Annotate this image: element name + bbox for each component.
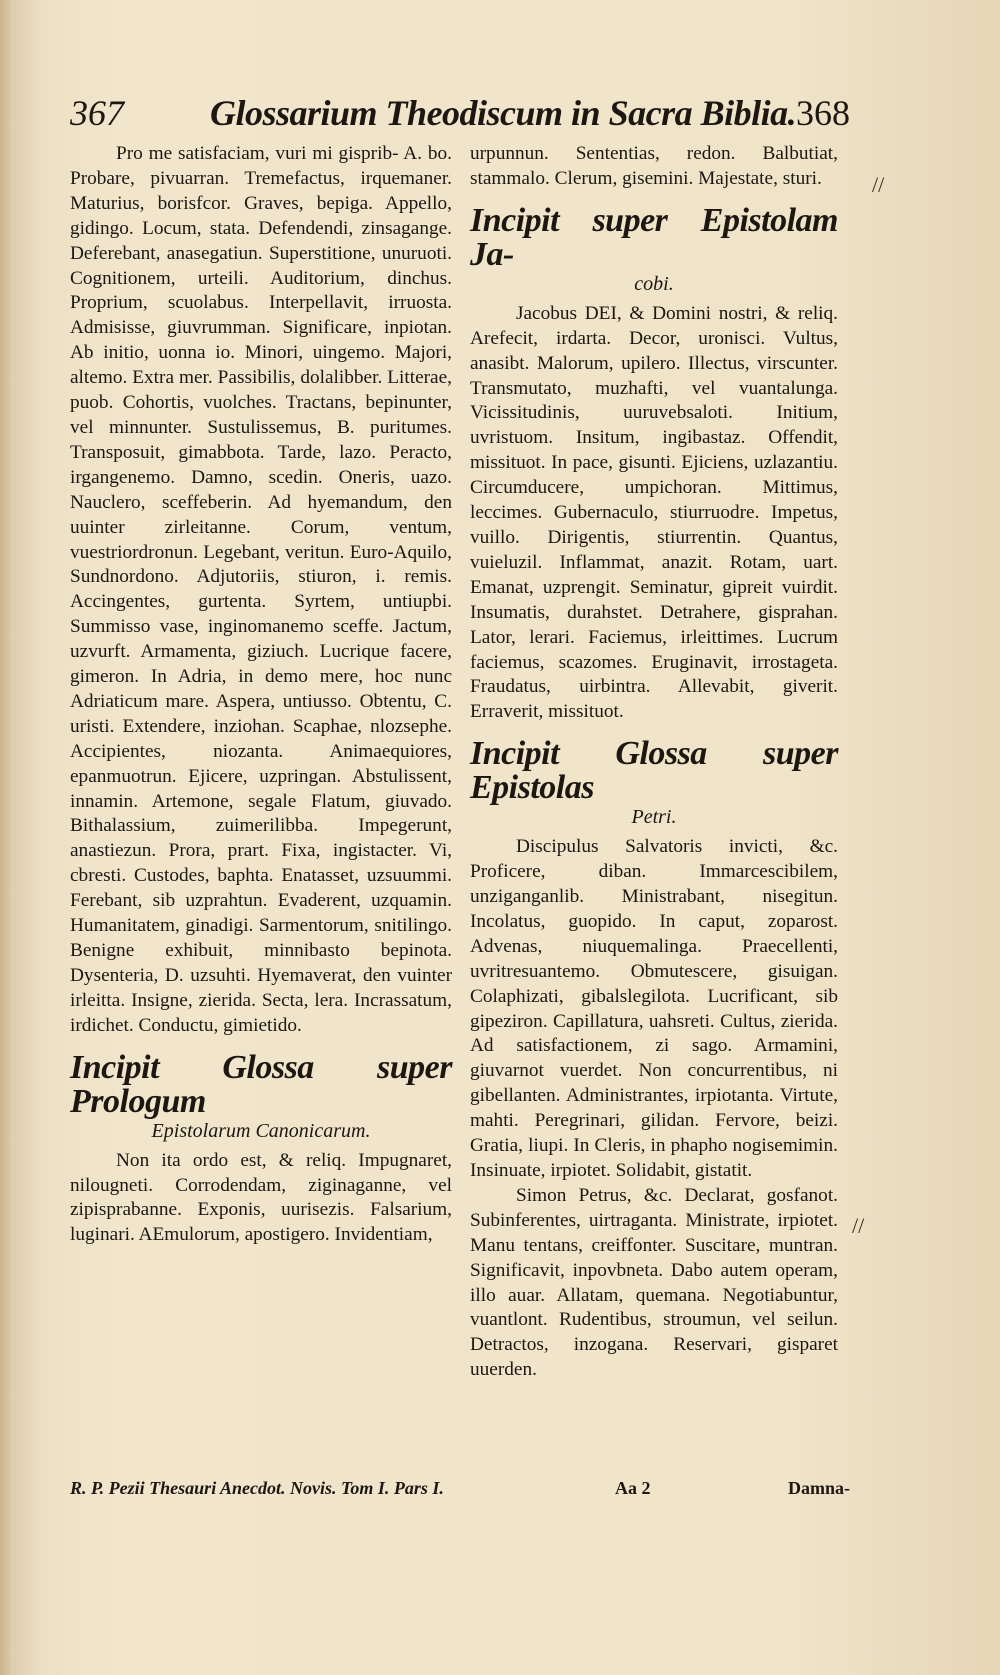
signature-mark: Aa 2 bbox=[615, 1478, 651, 1498]
running-title: Glossarium Theodiscum in Sacra Biblia. bbox=[210, 93, 797, 133]
section-heading-petri: Incipit Glossa super Epistolas bbox=[470, 735, 838, 807]
left-column bbox=[70, 142, 452, 1248]
margin-mark-top: // bbox=[872, 172, 885, 197]
page-footer bbox=[70, 1478, 850, 1508]
right-column bbox=[470, 142, 838, 1383]
page-number-left: 367 bbox=[70, 93, 124, 133]
section-subheading-jacobi: cobi. bbox=[634, 272, 674, 295]
catchword: Damna- bbox=[788, 1478, 850, 1498]
section-heading-jacobi: Incipit super Epistolam Ja- bbox=[470, 201, 838, 273]
right-column-continuation-text: urpunnun. Sententias, redon. Balbutiat, stammalo. Clerum, gisemini. Majestate, sturi. bbox=[470, 143, 838, 189]
section-subheading-petri: Petri. bbox=[631, 806, 677, 829]
section-subheading-canonicarum: Epistolarum Canonicarum. bbox=[151, 1119, 371, 1142]
right-column-petri-text: Discipulus Salvatoris invicti, &c. Proficere, diban. Immarcescibilem, unziganganlib. Ministrabant, nisegitun. Incolatus, guopido. In caput, zoparost. Advenas, niuquemalinga. Praecellenti, uvritresuantemo. Obmutescere, gisuigan. Colaphizati, gibalslegilota. Lucrificant, sib gipeziron. Capillatura, uahsreti. Cultus, zierida. Ad satisfactionem, zi sago. Armamini, giuvarnot vuerdet. Non concurrentibus, ni gibellanten. Administrantes, irpiotanta. Virtute, mahti. Peregrinari, gilidan. Fervore, beizi. Gratia, liupi. In Cleris, in phapho nogisemimin. Insinuate, irpiotet. Solidabit, gistatit. bbox=[470, 836, 838, 1181]
footer-imprint: R. P. Pezii Thesauri Anecdot. Novis. Tom I. Pars I. bbox=[70, 1478, 444, 1498]
section-heading-prologum: Incipit Glossa super Prologum bbox=[70, 1048, 452, 1120]
right-column-jacobi-text: Jacobus DEI, & Domini nostri, & reliq. Arefecit, irdarta. Decor, uronisci. Vultus, anasibt. Malorum, upilero. Illectus, virscunter. Transmutato, muzhafti, vel vuantalunga. Vicissitudinis, uuruvebsaloti. Initium, uvristuom. Insitum, ingibastaz. Offendit, missituot. In pace, gisunti. Ejiciens, uzlazantiu. Circumducere, umpichoran. Mittimus, leccimes. Gubernaculo, stiurruodre. Impetus, vuillo. Dirigentis, stiurrentin. Quantus, vuieluzil. Inflammat, anazit. Rotam, uart. Emanat, uzprengit. Seminatur, gipreit vuirdit. Insumatis, durahstet. Detrahere, gisprahan. Lator, lerari. Faciemus, irleittimes. Lucrum faciemus, scazomes. Eruginavit, irrostageta. Fraudatus, uirbintra. Allevabit, giverit. Erraverit, missituot. bbox=[470, 302, 838, 723]
page-gutter-shadow bbox=[0, 0, 14, 1675]
margin-mark-bottom: // bbox=[852, 1213, 865, 1238]
running-header bbox=[70, 92, 850, 142]
page-number-right: 368 bbox=[796, 93, 850, 133]
left-column-glossary-text: Pro me satisfaciam, vuri mi gisprib- A. bo. Probare, pivuarran. Tremefactus, irquemaner. Maturius, borisfcor. Graves, bepiga. Appello, gidingo. Locum, stata. Defendendi, zinsagange. Deferebant, anasegatiun. Superstitione, unuruoti. Cognitionem, urteili. Auditorium, dinchus. Proprium, scuolabus. Interpellavit, irruosta. Admisisse, giuvrumman. Significare, inpiotan. Ab initio, uonna io. Minori, uingemo. Majori, altemo. Extra mer. Passibilis, dolalibber. Litterae, puob. Cohortis, vuolches. Tractans, bepinunter, vel minnunter. Sustulissemus, B. puritumes. Transposuit, gimabbota. Tarde, lazo. Peracto, irgangenemo. Damno, scedin. Oneris, uazo. Nauclero, sceffeberin. Ad hyemandum, den uuinter zirleitanne. Corum, ventum, vuestriordronun. Legebant, veritun. Euro-Aquilo, Sundnordono. Adjutoriis, stiuron, i. remis. Accingentes, gurtenta. Syrtem, untiupbi. Summisso vase, inginomanemo sceffe. Jactum, uzvurft. Armamenta, giziuch. Lucrique facere, gimeron. In Adria, in demo mere, hoc nunc Adriaticum mare. Aspera, untiusso. Obtentu, C. uristi. Extendere, inziohan. Scaphae, nlozsephe. Accipientes, niozanta. Animaequiores, epanmuotrun. Ejicere, uzpringan. Abstulissent, innamin. Artemone, segale Flatum, giuvado. Bithalassium, zuimerilibba. Impegerunt, anastiezun. Prora, prart. Fixa, ingistacter. Vi, cbresti. Custodes, baphta. Enatasset, uzsuummi. Ferebant, sib uzprahtun. Evaderent, uzquamin. Humanitatem, ginadigi. Sarmentorum, snitilingo. Benigne exhibuit, minnibasto bepinota. Dysenteria, D. uzsuhti. Hyemaverat, den vuinter irleitta. Insigne, zierida. Secta, lera. Incrassatum, irdichet. Conductu, gimietido. bbox=[70, 143, 452, 1036]
right-column-petri-second-text: Simon Petrus, &c. Declarat, gosfanot. Subinferentes, uirtraganta. Ministrate, irpiotet. Manu tentans, creiffonter. Suscitare, muntran. Significavit, inpovbneta. Dabo autem operam, illo auar. Allatam, quemana. Negotiabuntur, vuantlont. Rudentibus, stroumun, vel seilun. Detractos, inzogana. Reservari, gisparet uuerden. bbox=[470, 1184, 838, 1381]
left-column-prologum-text: Non ita ordo est, & reliq. Impugnaret, nilougneti. Corrodendam, ziginaganne, vel zipisprabanne. Exponis, uurisezis. Falsarium, luginari. AEmulorum, apostigero. Invidentiam, bbox=[70, 1149, 452, 1246]
